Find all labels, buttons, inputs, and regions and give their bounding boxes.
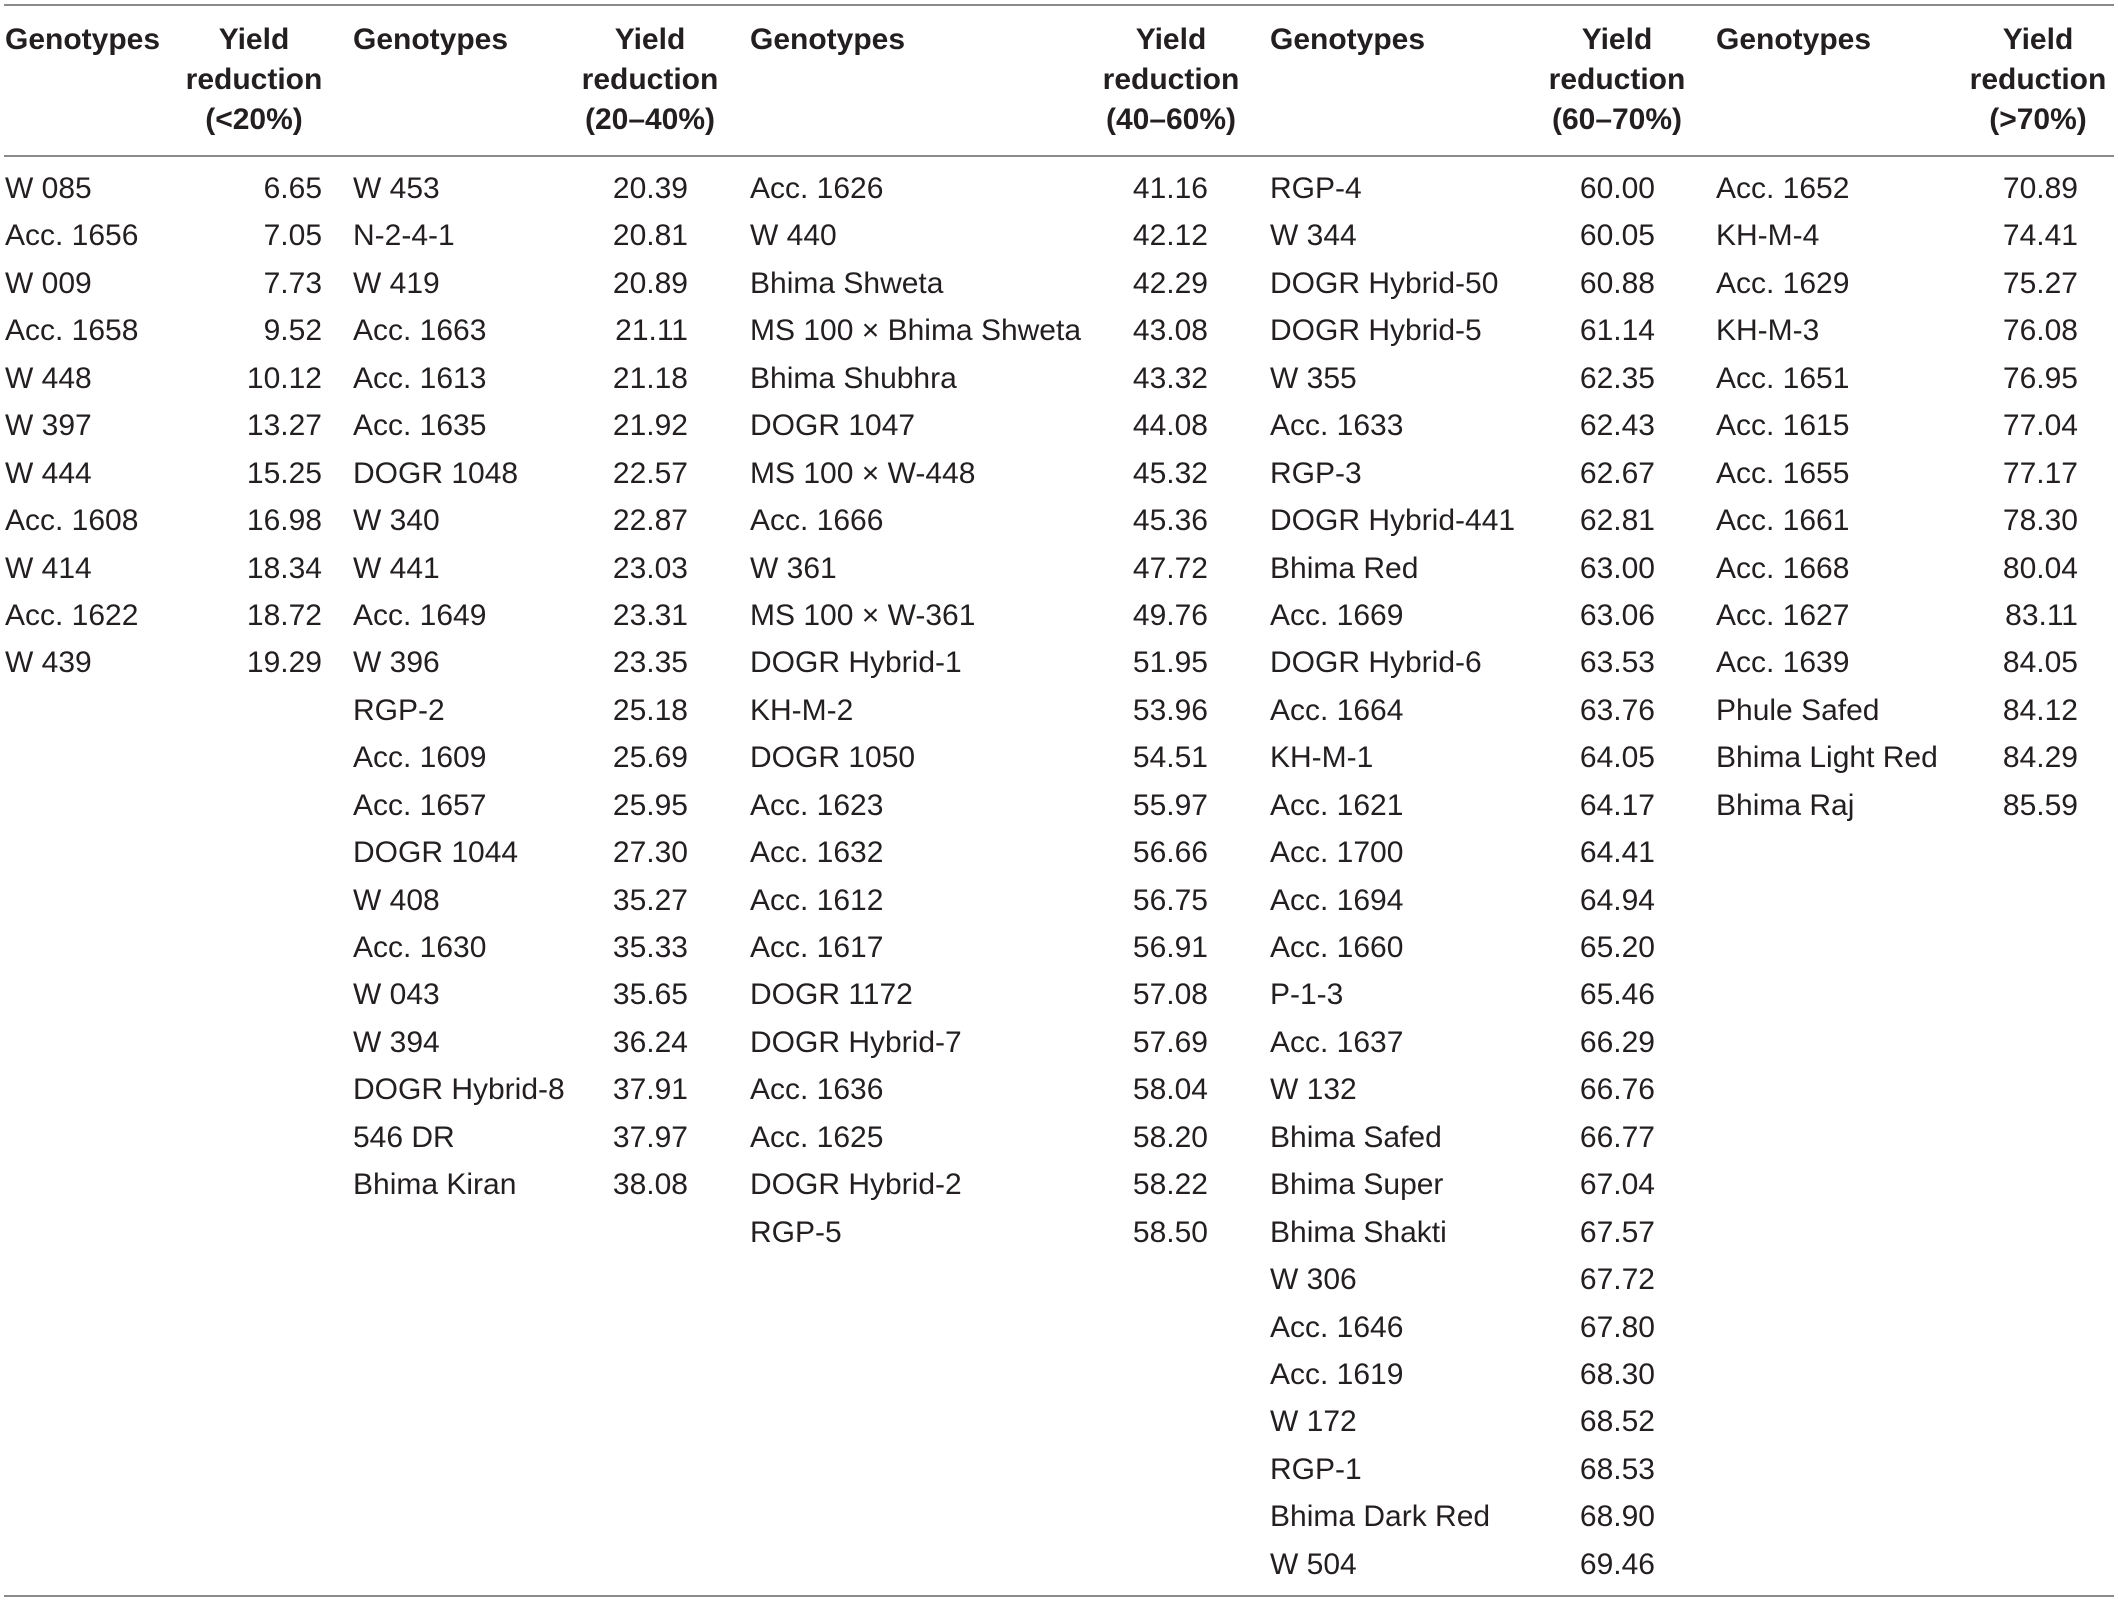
column-header-yield-reduction [540,20,760,140]
yield-value-cell: 56.91 [1132,931,1208,964]
yield-value-cell: 6.65 [263,172,322,205]
genotype-cell: Bhima Light Red [1716,741,1938,775]
yield-value-cell: 58.50 [1132,1215,1208,1249]
yield-value-cell: 27.30 [612,836,688,870]
yield-value-cell: 62.35 [1579,361,1655,395]
genotype-cell: Phule Safed [1716,693,1880,727]
yield-value-cell: 80.04 [2002,551,2078,585]
genotype-cell: P-1-3 [1270,978,1344,1012]
yield-value-cell: 58.22 [1132,1168,1208,1202]
table-header-rule [4,155,2114,157]
yield-value-cell: 67.57 [1579,1215,1655,1249]
genotype-cell: Acc. 1619 [1270,1357,1404,1391]
genotype-cell: W 440 [750,219,837,253]
genotype-cell: Bhima Kiran [353,1168,517,1202]
genotype-cell: W 396 [353,646,440,680]
yield-value-cell: 35.27 [612,883,688,917]
header-line: (20–40%) [584,103,716,136]
yield-value-cell: 37.97 [612,1120,688,1154]
genotype-cell: W 340 [353,504,440,538]
genotype-cell: Acc. 1613 [353,361,487,395]
header-line: Yield [218,23,290,56]
column-header-yield-reduction [1507,20,1727,140]
yield-value-cell: 43.08 [1132,314,1208,348]
genotype-cell: DOGR 1050 [750,741,916,775]
header-line: reduction [1548,63,1686,96]
genotype-cell: Bhima Shakti [1270,1215,1447,1249]
yield-value-cell: 18.34 [246,551,322,585]
yield-value-cell: 23.03 [612,551,688,585]
genotype-cell: Acc. 1622 [5,598,139,632]
yield-value-cell: 67.04 [1579,1168,1655,1202]
header-line: Yield [614,23,686,56]
yield-value-cell: 58.04 [1132,1073,1208,1107]
genotype-cell: Acc. 1655 [1716,456,1850,490]
yield-value-cell: 77.17 [2002,456,2078,490]
yield-value-cell: 56.66 [1132,836,1208,870]
genotype-cell: W 172 [1270,1405,1357,1439]
genotype-cell: Acc. 1663 [353,314,487,348]
yield-value-cell: 25.69 [612,741,688,775]
yield-value-cell: 20.39 [612,172,688,205]
column-header-genotypes: Genotypes [1270,23,1426,56]
genotype-cell: MS 100 × Bhima Shweta [750,314,1082,348]
genotype-cell: Acc. 1658 [5,314,139,348]
genotype-cell: Acc. 1666 [750,504,884,538]
yield-value-cell: 63.53 [1579,646,1655,680]
genotype-cell: DOGR Hybrid-6 [1270,646,1482,680]
yield-value-cell: 9.52 [263,314,322,348]
genotype-cell: Acc. 1661 [1716,504,1850,538]
yield-value-cell: 68.30 [1579,1357,1655,1391]
genotype-column [750,165,1081,1256]
yield-value-cell: 84.05 [2002,646,2078,680]
genotype-cell: W 504 [1270,1547,1357,1581]
yield-value-cell: 62.43 [1579,409,1655,443]
column-header-genotypes: Genotypes [5,23,161,56]
header-line: Yield [2002,23,2074,56]
yield-value-cell: 53.96 [1132,693,1208,727]
genotype-cell: W 441 [353,551,440,585]
genotype-cell: MS 100 × W-361 [750,598,976,632]
genotype-cell: W 448 [5,361,92,395]
genotype-cell: W 394 [353,1025,440,1059]
yield-value-cell: 42.29 [1132,266,1208,300]
genotype-cell: Acc. 1635 [353,409,487,443]
genotype-cell: Acc. 1668 [1716,551,1850,585]
genotype-cell: Acc. 1627 [1716,598,1850,632]
yield-value-cell: 38.08 [612,1168,688,1202]
header-line: (60–70%) [1551,103,1683,136]
yield-value-cell: 84.12 [2002,693,2078,727]
genotype-cell: Acc. 1669 [1270,598,1404,632]
yield-value-cell: 7.05 [263,219,322,253]
genotype-cell: Acc. 1656 [5,219,139,253]
genotype-column [5,165,138,687]
yield-value-cell: 69.46 [1579,1547,1655,1581]
header-line: reduction [1102,63,1240,96]
genotype-cell: W 444 [5,456,92,490]
genotype-cell: Acc. 1615 [1716,409,1850,443]
genotype-cell: MS 100 × W-448 [750,456,976,490]
yield-value-cell: 60.05 [1579,219,1655,253]
yield-value-cell: 35.65 [612,978,688,1012]
genotype-cell: DOGR 1044 [353,836,519,870]
yield-value-cell: 49.76 [1132,598,1208,632]
genotype-cell: DOGR Hybrid-2 [750,1168,962,1202]
genotype-cell: W 344 [1270,219,1357,253]
genotype-cell: Acc. 1646 [1270,1310,1404,1344]
yield-value-cell: 15.25 [246,456,322,490]
genotype-cell: Bhima Shubhra [750,361,957,395]
yield-value-cell: 64.17 [1579,788,1655,822]
genotype-cell: Bhima Raj [1716,788,1855,822]
genotype-cell: Acc. 1694 [1270,883,1404,917]
yield-value-cell: 21.92 [612,409,688,443]
genotype-cell: Acc. 1636 [750,1073,884,1107]
genotype-cell: Acc. 1637 [1270,1025,1404,1059]
yield-value-cell: 56.75 [1132,883,1208,917]
yield-value-cell: 13.27 [246,409,322,443]
genotype-cell: W 085 [5,172,92,205]
yield-value-cell: 41.16 [1132,172,1208,205]
yield-value-cell: 60.88 [1579,266,1655,300]
genotype-cell: RGP-3 [1270,456,1362,490]
yield-value-cell: 57.08 [1132,978,1208,1012]
genotype-cell: Acc. 1664 [1270,693,1404,727]
genotype-cell: KH-M-1 [1270,741,1374,775]
yield-value-cell: 60.00 [1579,172,1655,205]
yield-value-column [538,165,688,1209]
genotype-cell: Bhima Red [1270,551,1419,585]
yield-value-cell: 64.05 [1579,741,1655,775]
yield-value-cell: 77.04 [2002,409,2078,443]
yield-value-column [1505,165,1655,1588]
genotype-cell: Acc. 1660 [1270,931,1404,964]
yield-value-column [172,165,322,687]
yield-value-cell: 43.32 [1132,361,1208,395]
genotype-cell: DOGR Hybrid-7 [750,1025,962,1059]
genotype-cell: W 361 [750,551,837,585]
genotype-cell: KH-M-4 [1716,219,1820,253]
genotype-column [1270,165,1515,1588]
genotype-cell: W 397 [5,409,92,443]
genotype-cell: KH-M-3 [1716,314,1820,348]
yield-value-cell: 66.29 [1579,1025,1655,1059]
header-line: (40–60%) [1105,103,1237,136]
genotype-cell: W 414 [5,551,92,585]
table-top-rule [4,4,2114,6]
genotype-cell: Acc. 1652 [1716,172,1850,205]
genotype-cell: W 439 [5,646,92,680]
genotype-cell: RGP-2 [353,693,445,727]
yield-value-column [1928,165,2078,829]
genotype-cell: DOGR Hybrid-8 [353,1073,565,1107]
header-line: Yield [1581,23,1653,56]
genotype-cell: Acc. 1608 [5,504,139,538]
column-header-yield-reduction [144,20,364,140]
genotype-cell: Acc. 1626 [750,172,884,205]
yield-value-cell: 57.69 [1132,1025,1208,1059]
header-line: reduction [1969,63,2107,96]
genotype-cell: W 408 [353,883,440,917]
yield-value-cell: 7.73 [263,266,322,300]
yield-value-cell: 66.76 [1579,1073,1655,1107]
genotype-cell: DOGR Hybrid-1 [750,646,962,680]
genotype-cell: W 009 [5,266,92,300]
yield-value-cell: 37.91 [612,1073,688,1107]
genotype-cell: Acc. 1639 [1716,646,1850,680]
genotype-cell: N-2-4-1 [353,219,455,253]
yield-value-cell: 70.89 [2002,172,2078,205]
genotype-cell: W 419 [353,266,440,300]
genotype-cell: W 043 [353,978,440,1012]
yield-value-cell: 35.33 [612,931,688,964]
genotype-cell: Acc. 1630 [353,931,487,964]
header-line: Yield [1135,23,1207,56]
yield-value-cell: 68.52 [1579,1405,1655,1439]
genotype-cell: W 132 [1270,1073,1357,1107]
yield-value-cell: 21.18 [612,361,688,395]
column-header-genotypes: Genotypes [1716,23,1872,56]
genotype-cell: DOGR Hybrid-50 [1270,266,1499,300]
header-line: reduction [581,63,719,96]
genotype-cell: Acc. 1612 [750,883,884,917]
column-header-genotypes: Genotypes [750,23,906,56]
yield-value-cell: 63.06 [1579,598,1655,632]
yield-value-cell: 45.36 [1132,504,1208,538]
yield-value-cell: 45.32 [1132,456,1208,490]
genotype-cell: W 355 [1270,361,1357,395]
yield-value-cell: 63.76 [1579,693,1655,727]
yield-value-cell: 47.72 [1132,551,1208,585]
genotype-cell: Bhima Dark Red [1270,1500,1491,1534]
genotype-cell: Acc. 1700 [1270,836,1404,870]
yield-value-cell: 65.46 [1579,978,1655,1012]
yield-value-cell: 23.31 [612,598,688,632]
yield-value-cell: 62.81 [1579,504,1655,538]
yield-value-cell: 64.94 [1579,883,1655,917]
header-line: (>70%) [1989,103,2087,136]
yield-value-cell: 21.11 [615,314,688,348]
yield-value-cell: 65.20 [1579,931,1655,964]
yield-value-cell: 22.87 [612,504,688,538]
genotype-cell: RGP-1 [1270,1452,1362,1486]
genotype-cell: Bhima Safed [1270,1120,1442,1154]
yield-value-cell: 42.12 [1132,219,1208,253]
genotype-cell: 546 DR [353,1120,455,1154]
genotype-cell: DOGR Hybrid-441 [1270,504,1516,538]
genotype-cell: DOGR 1048 [353,456,519,490]
yield-value-cell: 54.51 [1132,741,1208,775]
yield-value-cell: 20.89 [612,266,688,300]
genotype-cell: KH-M-2 [750,693,854,727]
yield-value-cell: 67.80 [1579,1310,1655,1344]
genotype-cell: RGP-5 [750,1215,842,1249]
yield-value-cell: 66.77 [1579,1120,1655,1154]
header-line: reduction [185,63,323,96]
column-header-genotypes: Genotypes [353,23,509,56]
yield-value-cell: 76.08 [2002,314,2078,348]
yield-value-cell: 64.41 [1579,836,1655,870]
genotype-cell: DOGR 1172 [750,978,913,1012]
yield-value-cell: 16.98 [246,504,322,538]
genotype-column [1716,165,1938,829]
yield-value-cell: 36.24 [612,1025,688,1059]
yield-value-cell: 85.59 [2002,788,2078,822]
genotype-cell: Acc. 1621 [1270,788,1404,822]
genotype-cell: Acc. 1609 [353,741,487,775]
genotype-cell: Acc. 1657 [353,788,487,822]
genotype-cell: Acc. 1651 [1716,361,1850,395]
yield-value-cell: 25.18 [612,693,688,727]
genotype-cell: W 453 [353,172,440,205]
genotype-cell: DOGR 1047 [750,409,916,443]
column-header-yield-reduction [1928,20,2118,140]
yield-value-cell: 10.12 [246,361,322,395]
yield-value-cell: 62.67 [1579,456,1655,490]
header-line: (<20%) [205,103,303,136]
yield-value-cell: 23.35 [612,646,688,680]
genotype-cell: Acc. 1649 [353,598,487,632]
yield-value-cell: 58.20 [1132,1120,1208,1154]
genotype-cell: Acc. 1623 [750,788,884,822]
genotype-cell: Acc. 1625 [750,1120,884,1154]
genotype-cell: Acc. 1629 [1716,266,1850,300]
yield-value-cell: 84.29 [2002,741,2078,775]
genotype-cell: RGP-4 [1270,172,1362,205]
yield-value-cell: 44.08 [1132,409,1208,443]
genotype-cell: DOGR Hybrid-5 [1270,314,1482,348]
genotype-column [353,165,565,1209]
genotype-cell: Bhima Super [1270,1168,1444,1202]
genotype-cell: W 306 [1270,1263,1357,1297]
yield-value-column [1058,165,1208,1256]
table-bottom-rule [4,1595,2114,1597]
yield-value-cell: 63.00 [1579,551,1655,585]
column-header-yield-reduction [1061,20,1281,140]
genotype-cell: Acc. 1632 [750,836,884,870]
yield-value-cell: 51.95 [1132,646,1208,680]
yield-value-cell: 78.30 [2002,504,2078,538]
yield-value-cell: 18.72 [246,598,322,632]
yield-value-cell: 68.53 [1579,1452,1655,1486]
yield-value-cell: 76.95 [2002,361,2078,395]
yield-value-cell: 74.41 [2002,219,2078,253]
yield-value-cell: 55.97 [1132,788,1208,822]
yield-value-cell: 19.29 [246,646,322,680]
yield-value-cell: 20.81 [612,219,688,253]
yield-value-cell: 75.27 [2002,266,2078,300]
yield-value-cell: 61.14 [1579,314,1655,348]
genotype-cell: Bhima Shweta [750,266,944,300]
yield-value-cell: 22.57 [612,456,688,490]
yield-value-cell: 25.95 [612,788,688,822]
yield-value-cell: 68.90 [1579,1500,1655,1534]
genotype-cell: Acc. 1617 [750,931,884,964]
yield-value-cell: 83.11 [2005,598,2078,632]
yield-value-cell: 67.72 [1579,1263,1655,1297]
genotype-cell: Acc. 1633 [1270,409,1404,443]
